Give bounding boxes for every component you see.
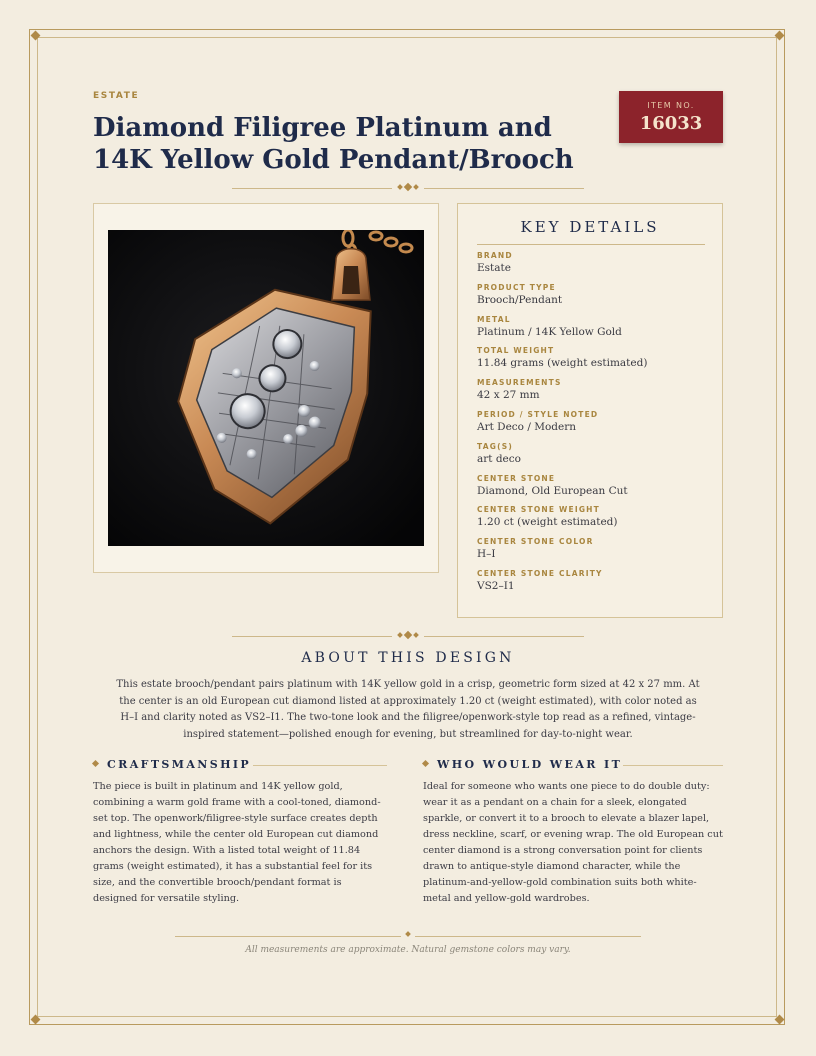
detail-value: Art Deco / Modern: [477, 420, 576, 433]
who-wears-heading: [423, 758, 723, 774]
craftsmanship-text: The piece is built in platinum and 14K yellow gold, combining a warm gold frame with a cool-toned, diamond-set top. The openwork/filigree-style surface creates depth and lightness, while the center old European cut diamond anchors the design. With a listed total weight of 11.84 grams (weight estimated), it has a substantial feel for its size, and the convertible brooch/pendant format is designed for versatile styling.: [93, 781, 381, 904]
detail-value: 42 x 27 mm: [477, 389, 540, 402]
detail-label: CENTER STONE CLARITY: [477, 568, 603, 578]
key-details-panel: [457, 203, 723, 618]
footnote: All measurements are approximate. Natural gemstone colors may vary.: [245, 945, 571, 955]
ornament-divider: [232, 632, 584, 642]
detail-value: H–I: [477, 548, 496, 561]
key-details-rule: [477, 244, 705, 245]
heading-rule: [253, 765, 387, 766]
product-photo-frame: [93, 203, 439, 573]
product-photo: [108, 230, 424, 546]
detail-label: CENTER STONE: [477, 473, 556, 483]
pendant-image: [108, 230, 424, 546]
detail-label: PERIOD / STYLE NOTED: [477, 409, 599, 419]
item-number: 16033: [639, 113, 703, 134]
detail-row: [477, 378, 707, 410]
page-title: Diamond Filigree Platinum and 14K Yellow Gold Pendant/Brooch: [93, 113, 574, 175]
detail-value: VS2–I1: [477, 579, 515, 592]
detail-label: CENTER STONE COLOR: [477, 537, 594, 547]
craftsmanship-heading-text: CRAFTSMANSHIP: [107, 758, 252, 771]
detail-label: TOTAL WEIGHT: [477, 346, 555, 356]
detail-row: [477, 251, 707, 283]
detail-value: Estate: [477, 262, 511, 274]
detail-value: 1.20 ct (weight estimated): [477, 516, 618, 529]
detail-row: [477, 315, 707, 347]
detail-row: [477, 569, 707, 601]
detail-row: [477, 537, 707, 569]
detail-row: [477, 474, 707, 506]
detail-value: Platinum / 14K Yellow Gold: [477, 325, 622, 338]
detail-label: BRAND: [477, 251, 513, 260]
detail-label: METAL: [477, 314, 511, 324]
key-details-list: [477, 251, 707, 601]
about-text: This estate brooch/pendant pairs platinum with 14K yellow gold in a crisp, geometric form sized at 42 x 27 mm. At the center is an old European cut diamond listed at approximately 1.20 ct (weight estimated), with color noted as H–I and clarity noted as VS2–I1. The two-tone look and the filigree/openwork-style top read as a refined, vintage-inspired statement—polished enough for evening, but streamlined for day-to-night wear.: [116, 679, 700, 740]
detail-label: PRODUCT TYPE: [477, 282, 556, 292]
detail-row: [477, 346, 707, 378]
heading-rule: [623, 765, 723, 766]
detail-row: [477, 442, 707, 474]
detail-label: CENTER STONE WEIGHT: [477, 505, 600, 515]
detail-value: Diamond, Old European Cut: [477, 484, 628, 497]
craftsmanship-heading: [93, 758, 387, 774]
key-details-heading: KEY DETAILS: [520, 218, 660, 236]
diamond-bullet-icon: [422, 760, 429, 767]
who-wears-text: Ideal for someone who wants one piece to do double duty: wear it as a pendant on a chain for a sleek, elongated sparkle, or convert it to a brooch to elevate a blazer lapel, dress neckline, scarf, or evening wrap. The old European cut center diamond is a strong conversation point for clients drawn to antique-style diamond character, while the platinum-and-yellow-gold combination suits both white-metal and yellow-gold wardrobes.: [423, 781, 723, 904]
detail-row: [477, 505, 707, 537]
detail-row: [477, 410, 707, 442]
who-wears-heading-text: WHO WOULD WEAR IT: [437, 758, 623, 771]
detail-value: 11.84 grams (weight estimated): [477, 357, 648, 370]
about-heading: ABOUT THIS DESIGN: [301, 650, 515, 666]
diamond-bullet-icon: [92, 760, 99, 767]
ornament-divider: [232, 184, 584, 194]
detail-value: art deco: [477, 452, 521, 465]
footer-divider: [175, 932, 641, 942]
brand-eyebrow: ESTATE: [93, 91, 140, 101]
item-number-label: ITEM NO.: [647, 101, 695, 110]
detail-label: MEASUREMENTS: [477, 378, 562, 388]
item-number-badge: [619, 91, 723, 143]
detail-value: Brooch/Pendant: [477, 293, 563, 306]
detail-row: [477, 283, 707, 315]
detail-label: TAG(S): [477, 441, 513, 451]
